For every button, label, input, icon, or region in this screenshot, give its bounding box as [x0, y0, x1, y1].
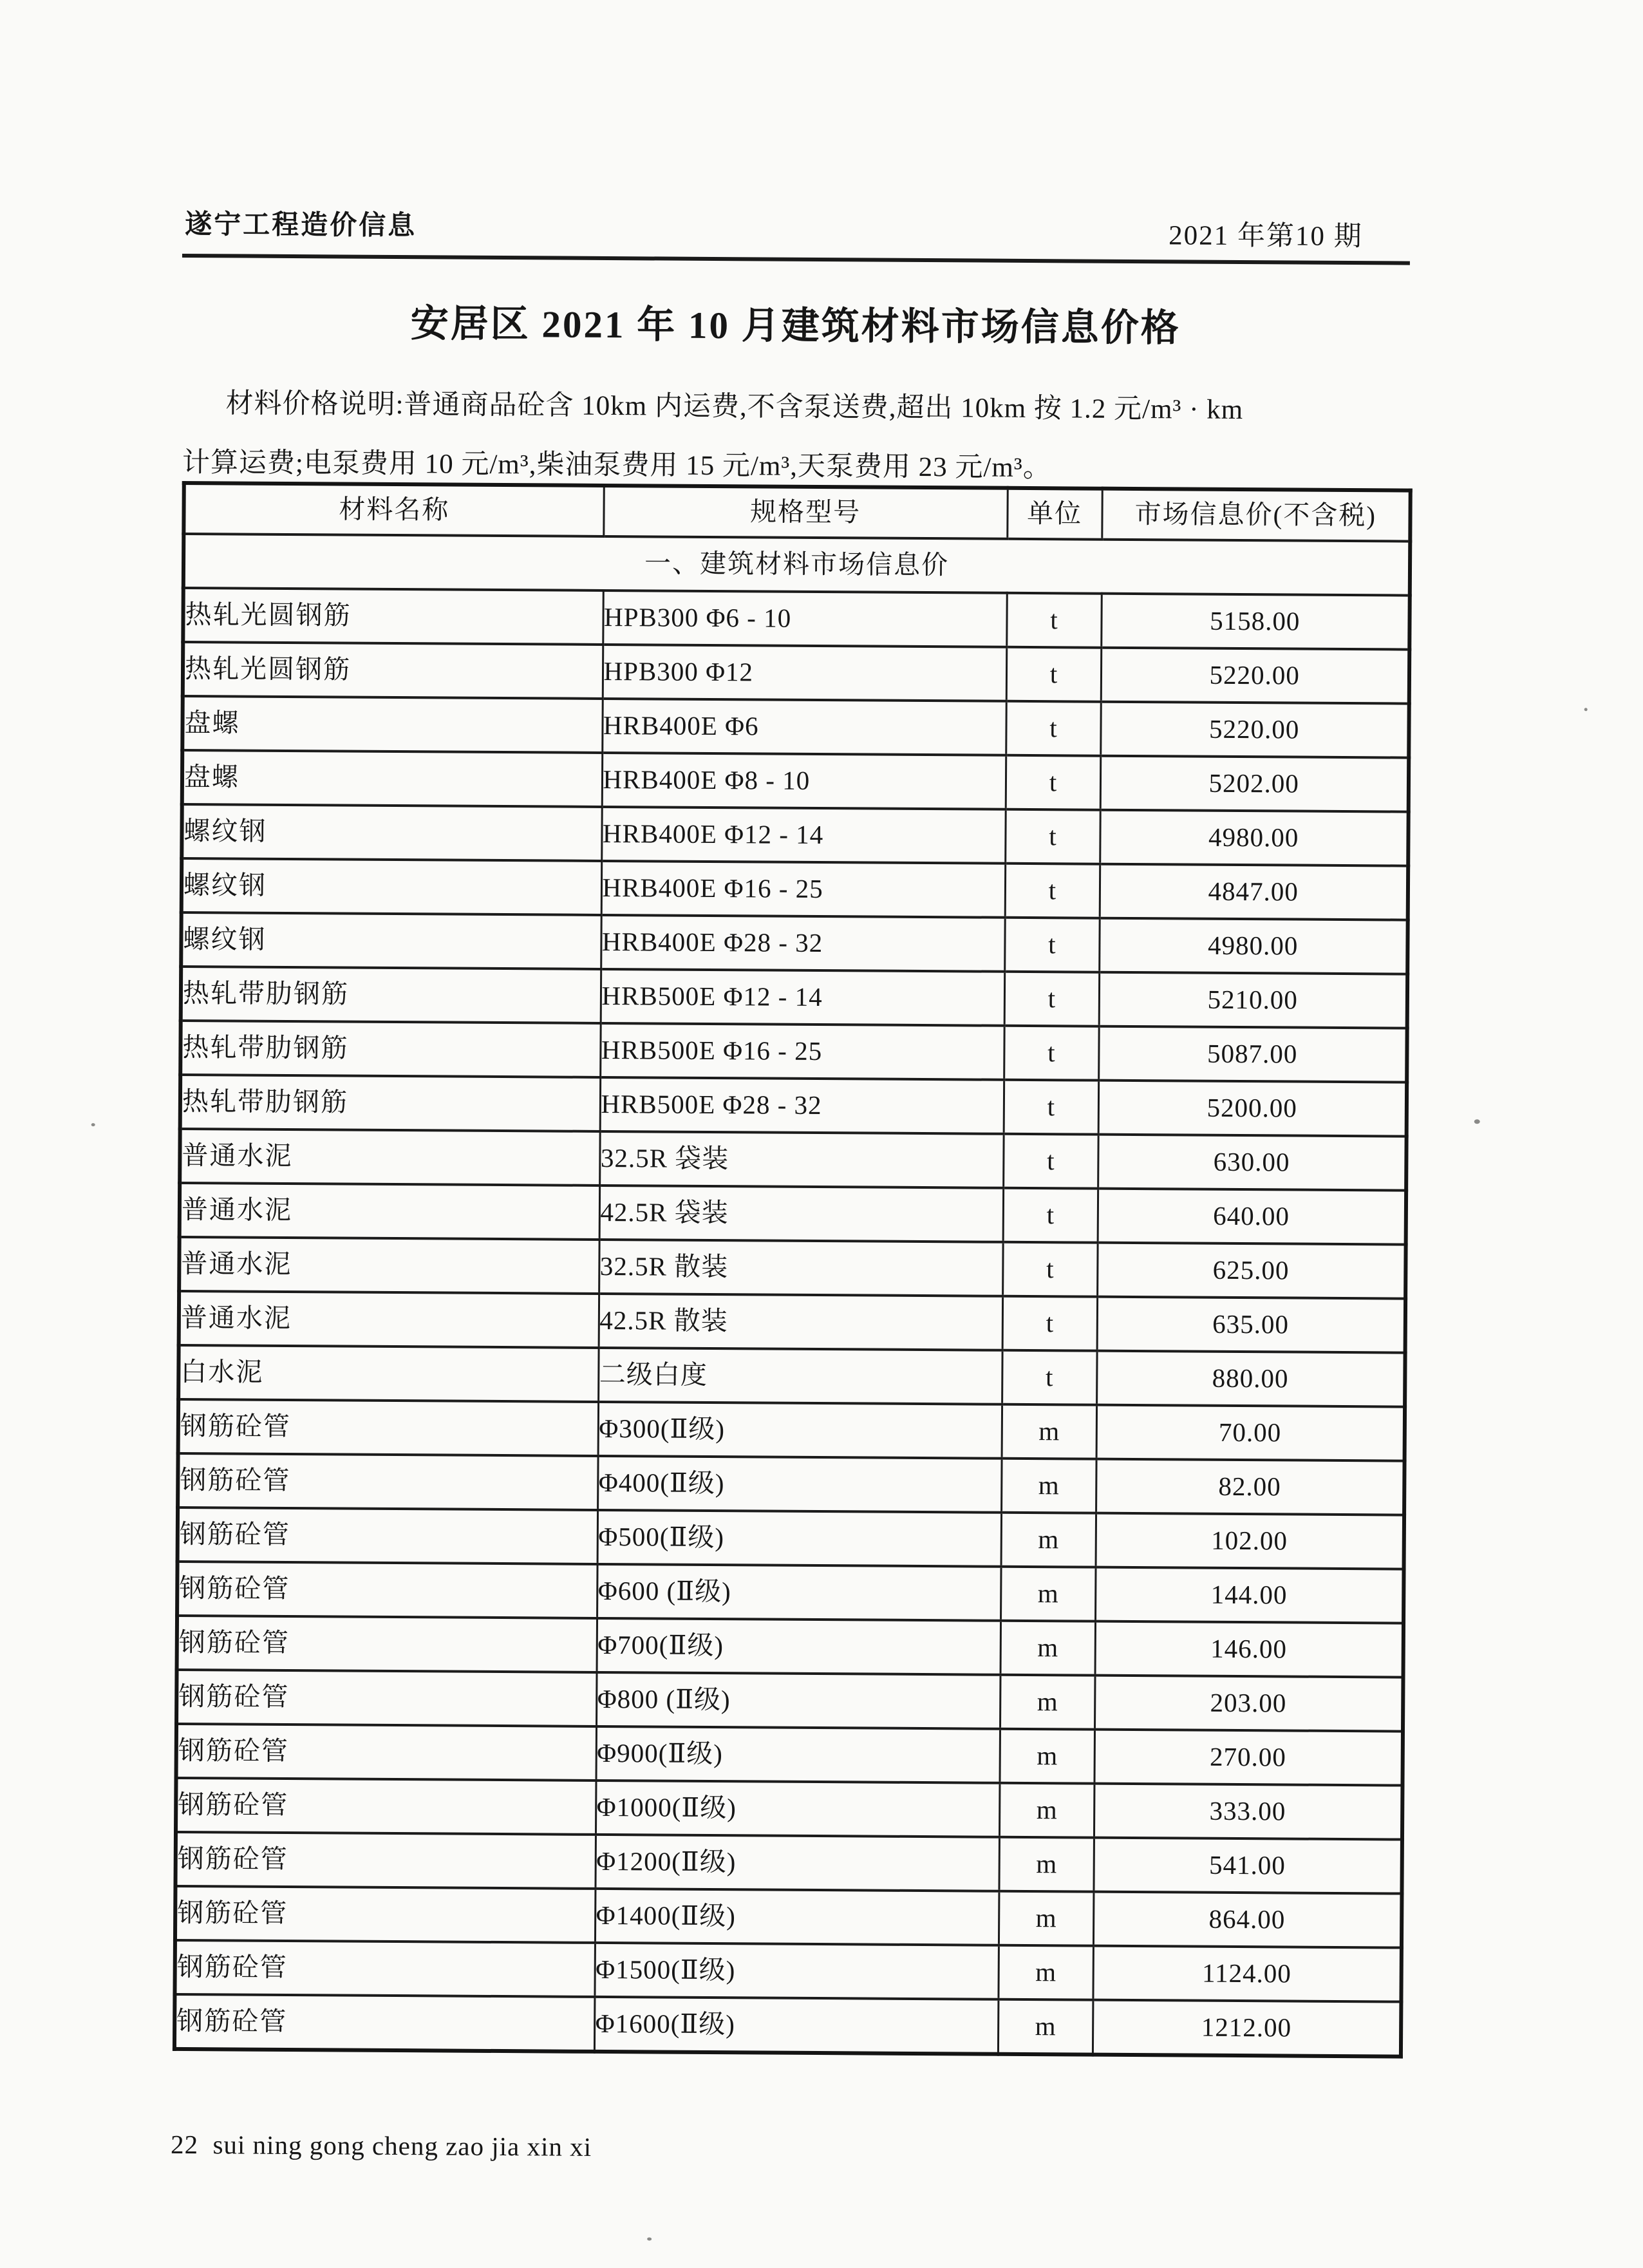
price-table-body — [174, 534, 1410, 2057]
cell-price: 5087.00 — [1098, 1026, 1407, 1082]
table-row — [176, 1724, 1403, 1786]
cell-unit: m — [999, 1729, 1094, 1784]
cell-price: 1212.00 — [1093, 2000, 1402, 2057]
table-row — [182, 750, 1409, 812]
cell-unit: t — [1004, 1026, 1099, 1081]
table-row — [177, 1562, 1404, 1623]
cell-material-name: 钢筋砼管 — [174, 1940, 595, 1997]
cell-material-name: 钢筋砼管 — [177, 1562, 597, 1618]
table-row — [183, 588, 1409, 650]
cell-material-name: 钢筋砼管 — [175, 1832, 596, 1889]
cell-unit: t — [1006, 647, 1102, 702]
header-divider — [182, 254, 1410, 265]
cell-spec-model: 42.5R 散装 — [599, 1294, 1003, 1350]
table-row — [182, 696, 1409, 758]
cell-unit: t — [1006, 593, 1102, 648]
cell-price: 4980.00 — [1099, 918, 1408, 974]
table-row — [179, 1291, 1405, 1353]
cell-unit: t — [1006, 701, 1101, 756]
cell-spec-model: Φ1000(Ⅱ级) — [596, 1781, 1000, 1837]
cell-unit: t — [1003, 1188, 1098, 1243]
cell-material-name: 热轧带肋钢筋 — [180, 1021, 601, 1077]
cell-material-name: 热轧带肋钢筋 — [180, 1075, 601, 1131]
column-header-material-name: 材料名称 — [183, 483, 603, 536]
column-header-market-price: 市场信息价(不含税) — [1102, 489, 1410, 542]
cell-spec-model: Φ600 (Ⅱ级) — [597, 1564, 1001, 1621]
cell-material-name: 钢筋砼管 — [176, 1670, 597, 1726]
issue-label: 2021 年第10 期 — [1169, 220, 1363, 252]
table-row — [178, 1507, 1404, 1569]
cell-material-name: 螺纹钢 — [182, 858, 602, 915]
cell-price: 4847.00 — [1100, 864, 1409, 920]
cell-unit: t — [1002, 1296, 1098, 1351]
cell-price: 4980.00 — [1100, 810, 1409, 866]
cell-price: 541.00 — [1093, 1838, 1402, 1894]
cell-price: 1124.00 — [1093, 1946, 1402, 2002]
cell-unit: m — [1000, 1621, 1096, 1676]
cell-material-name: 钢筋砼管 — [178, 1453, 598, 1510]
scan-speck — [91, 1123, 95, 1126]
scan-speck — [1584, 708, 1588, 711]
table-row — [180, 1075, 1407, 1137]
cell-unit: m — [1002, 1404, 1097, 1459]
cell-price: 880.00 — [1096, 1351, 1405, 1407]
cell-price: 333.00 — [1094, 1784, 1403, 1840]
table-row — [179, 1237, 1405, 1299]
table-row — [180, 1183, 1406, 1245]
cell-unit: t — [1003, 1134, 1098, 1189]
cell-material-name: 热轧光圆钢筋 — [183, 642, 603, 699]
cell-price: 270.00 — [1094, 1730, 1403, 1786]
cell-price: 864.00 — [1093, 1892, 1402, 1948]
journal-title: 遂宁工程造价信息 — [185, 209, 417, 241]
cell-material-name: 普通水泥 — [179, 1291, 599, 1348]
table-header-row — [183, 483, 1410, 542]
cell-price: 70.00 — [1096, 1405, 1405, 1461]
table-row — [178, 1399, 1405, 1461]
cell-spec-model: HRB500E Φ16 - 25 — [600, 1023, 1004, 1080]
cell-material-name: 热轧带肋钢筋 — [181, 967, 601, 1023]
cell-material-name: 普通水泥 — [179, 1237, 599, 1294]
cell-material-name: 钢筋砼管 — [178, 1399, 599, 1456]
cell-spec-model: Φ1400(Ⅱ级) — [595, 1889, 999, 1945]
cell-unit: m — [998, 1945, 1093, 2000]
cell-unit: m — [1001, 1459, 1096, 1513]
cell-material-name: 螺纹钢 — [182, 804, 602, 861]
cell-unit: m — [1001, 1513, 1096, 1567]
table-row — [175, 1832, 1402, 1894]
scan-speck — [1474, 1119, 1480, 1124]
cell-price: 5202.00 — [1100, 756, 1409, 812]
cell-price: 144.00 — [1095, 1567, 1404, 1623]
cell-material-name: 盘螺 — [182, 696, 603, 753]
page-title: 安居区 2021 年 10 月建筑材料市场信息价格 — [410, 302, 1181, 350]
table-row — [176, 1778, 1402, 1840]
cell-spec-model: Φ800 (Ⅱ级) — [596, 1672, 1000, 1729]
cell-unit: m — [1000, 1567, 1096, 1621]
table-row — [180, 1021, 1407, 1082]
cell-spec-model: Φ700(Ⅱ级) — [597, 1618, 1001, 1675]
section-row — [183, 534, 1410, 596]
cell-price: 203.00 — [1094, 1676, 1404, 1732]
cell-spec-model: HRB400E Φ6 — [602, 699, 1006, 755]
cell-spec-model: HRB500E Φ12 - 14 — [601, 969, 1005, 1026]
cell-unit: t — [1005, 864, 1100, 918]
cell-material-name: 盘螺 — [182, 750, 603, 807]
cell-price: 5158.00 — [1101, 594, 1410, 650]
cell-material-name: 螺纹钢 — [181, 912, 601, 969]
cell-material-name: 钢筋砼管 — [176, 1724, 597, 1781]
cell-price: 102.00 — [1096, 1513, 1405, 1569]
cell-spec-model: Φ1600(Ⅱ级) — [594, 1997, 999, 2054]
table-row — [177, 1616, 1404, 1677]
cell-material-name: 钢筋砼管 — [174, 1994, 595, 2052]
cell-price: 640.00 — [1098, 1189, 1407, 1245]
cell-unit: m — [998, 1999, 1093, 2055]
cell-spec-model: Φ300(Ⅱ级) — [598, 1402, 1002, 1459]
table-row — [180, 1129, 1406, 1191]
cell-spec-model: 二级白度 — [598, 1348, 1002, 1404]
cell-material-name: 白水泥 — [178, 1345, 599, 1402]
cell-material-name: 热轧光圆钢筋 — [183, 588, 603, 645]
cell-spec-model: Φ1500(Ⅱ级) — [594, 1943, 999, 1999]
table-row — [174, 1994, 1401, 2057]
scan-speck — [647, 2237, 652, 2240]
cell-price: 635.00 — [1097, 1297, 1406, 1353]
cell-spec-model: HPB300 Φ12 — [603, 645, 1007, 701]
column-header-unit: 单位 — [1007, 488, 1102, 540]
price-note-line-2: 计算运费;电泵费用 10 元/m³,柴油泵费用 15 元/m³,天泵费用 23 元/m³。 — [182, 447, 1051, 484]
section-title: 一、建筑材料市场信息价 — [183, 534, 1410, 596]
cell-unit: m — [999, 1891, 1094, 1946]
cell-material-name: 钢筋砼管 — [175, 1886, 596, 1943]
cell-spec-model: 32.5R 散装 — [599, 1240, 1003, 1296]
cell-unit: t — [1006, 755, 1101, 810]
cell-price: 146.00 — [1095, 1621, 1404, 1677]
table-row — [183, 642, 1409, 704]
cell-unit: t — [1004, 972, 1100, 1026]
table-row — [175, 1886, 1402, 1948]
cell-unit: t — [1002, 1350, 1097, 1405]
cell-spec-model: HRB500E Φ28 - 32 — [600, 1077, 1004, 1134]
cell-price: 5200.00 — [1098, 1081, 1407, 1137]
cell-unit: t — [1004, 918, 1100, 972]
cell-price: 5220.00 — [1101, 648, 1410, 704]
cell-spec-model: Φ900(Ⅱ级) — [596, 1726, 1000, 1783]
cell-spec-model: Φ500(Ⅱ级) — [597, 1510, 1002, 1567]
cell-spec-model: 42.5R 袋装 — [599, 1186, 1004, 1242]
cell-spec-model: HRB400E Φ28 - 32 — [601, 915, 1005, 972]
cell-price: 5210.00 — [1099, 972, 1408, 1028]
cell-material-name: 钢筋砼管 — [177, 1616, 597, 1672]
column-header-spec-model: 规格型号 — [603, 486, 1007, 539]
cell-unit: t — [1005, 809, 1100, 864]
cell-spec-model: HRB400E Φ16 - 25 — [601, 861, 1006, 918]
table-row — [178, 1345, 1405, 1407]
table-row — [181, 967, 1407, 1028]
cell-price: 82.00 — [1096, 1459, 1405, 1515]
price-note-line-1: 材料价格说明:普通商品砼含 10km 内运费,不含泵送费,超出 10km 按 1.2 元/m³ · km — [225, 388, 1244, 426]
table-row — [174, 1940, 1401, 2002]
cell-spec-model: HPB300 Φ6 - 10 — [603, 591, 1007, 647]
cell-unit: t — [1002, 1242, 1098, 1297]
cell-material-name: 钢筋砼管 — [176, 1778, 596, 1835]
cell-price: 625.00 — [1097, 1243, 1406, 1299]
cell-price: 630.00 — [1098, 1135, 1407, 1191]
table-row — [182, 858, 1408, 920]
material-price-table — [173, 481, 1413, 2059]
table-row — [178, 1453, 1404, 1515]
page-footer: 22 sui ning gong cheng zao jia xin xi — [170, 2129, 592, 2162]
cell-unit: t — [1004, 1080, 1099, 1135]
cell-spec-model: Φ1200(Ⅱ级) — [595, 1835, 999, 1891]
table-row — [182, 804, 1408, 866]
cell-spec-model: 32.5R 袋装 — [599, 1131, 1004, 1188]
cell-price: 5220.00 — [1100, 702, 1409, 758]
table-row — [181, 912, 1407, 974]
cell-spec-model: Φ400(Ⅱ级) — [597, 1456, 1002, 1513]
cell-material-name: 钢筋砼管 — [178, 1507, 598, 1564]
cell-material-name: 普通水泥 — [180, 1183, 600, 1240]
cell-unit: m — [999, 1837, 1094, 1892]
cell-spec-model: HRB400E Φ8 - 10 — [602, 753, 1006, 809]
cell-unit: m — [999, 1783, 1094, 1838]
cell-unit: m — [1000, 1675, 1095, 1730]
table-row — [176, 1670, 1403, 1732]
cell-material-name: 普通水泥 — [180, 1129, 600, 1186]
cell-spec-model: HRB400E Φ12 - 14 — [601, 807, 1006, 864]
